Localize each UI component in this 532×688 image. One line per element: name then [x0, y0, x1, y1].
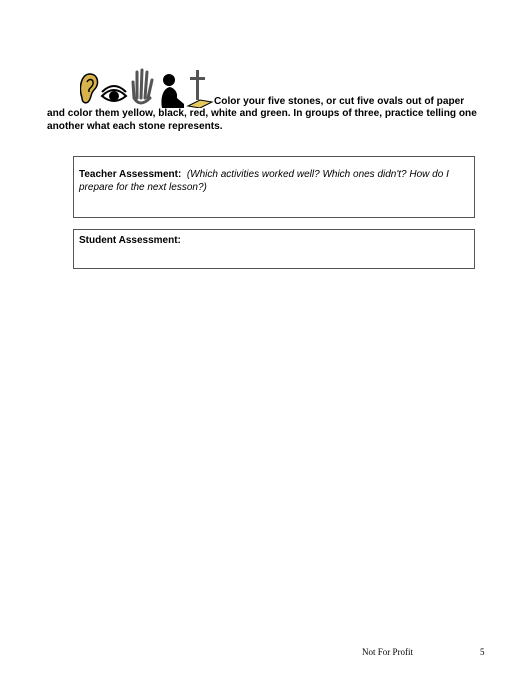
footer-not-for-profit: Not For Profit — [362, 647, 414, 657]
teacher-assessment-box[interactable] — [73, 156, 475, 218]
student-assessment-box[interactable] — [73, 229, 475, 269]
teacher-assessment-label: Teacher Assessment: — [79, 169, 182, 180]
teacher-assessment-note: (Which activities worked well? Which ones didn't? How do I prepare for the next lesson?) — [79, 169, 449, 193]
instructions-text — [47, 96, 487, 133]
instructions-rest: and color them yellow, black, red, white and green. In groups of three, practice telling one another what each stone represents. — [47, 108, 477, 132]
student-assessment-label: Student Assessment: — [79, 235, 181, 246]
instructions-line1: Color your five stones, or cut five ovals out of paper — [214, 96, 465, 107]
page-number: 5 — [480, 647, 485, 657]
